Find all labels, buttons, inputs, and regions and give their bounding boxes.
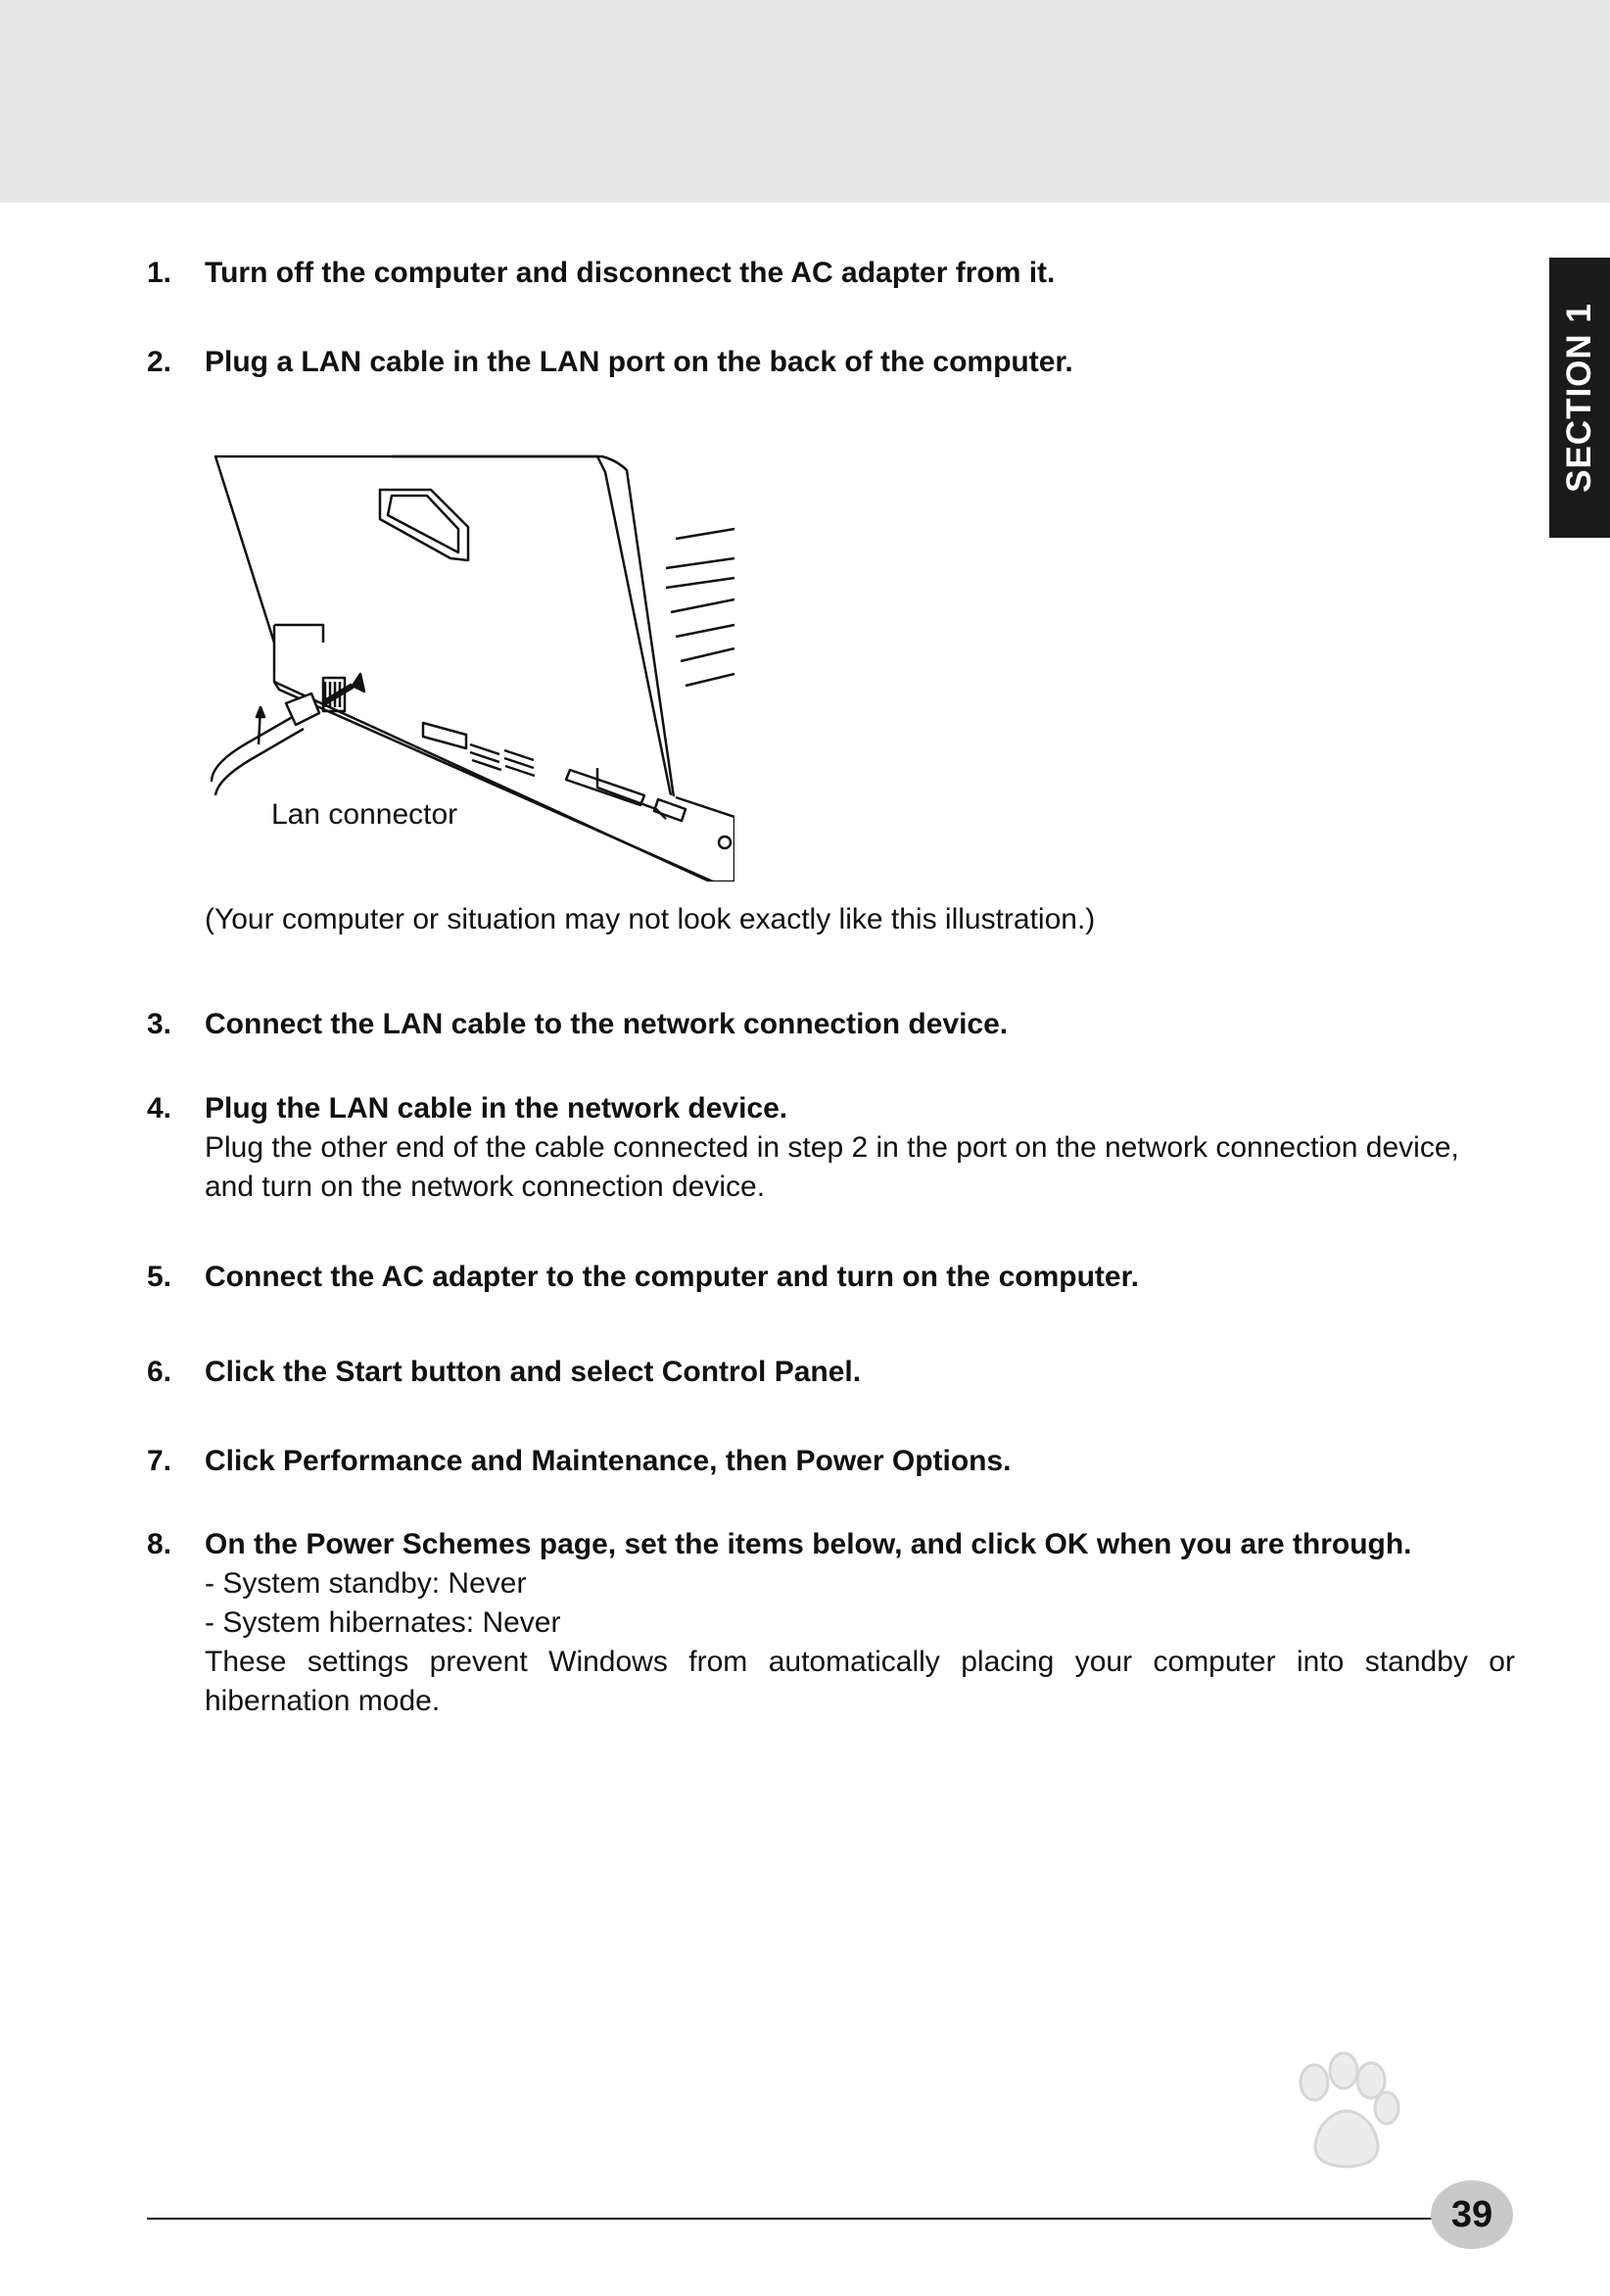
step-number: 7. bbox=[147, 1445, 172, 1477]
step-1 bbox=[147, 254, 1518, 293]
step-7 bbox=[147, 1442, 1518, 1481]
step-title: Connect the AC adapter to the computer and turn on the computer. bbox=[205, 1261, 1139, 1293]
step-6 bbox=[147, 1353, 1518, 1392]
step-title: Turn off the computer and disconnect the AC adapter from it. bbox=[205, 257, 1056, 289]
figure-label: Lan connector bbox=[271, 798, 458, 831]
step-number: 1. bbox=[147, 257, 172, 289]
step-body-line: - System hibernates: Never bbox=[205, 1606, 561, 1639]
laptop-illustration bbox=[206, 451, 734, 882]
step-title: On the Power Schemes page, set the items below, and click OK when you are through. bbox=[205, 1528, 1412, 1560]
step-3 bbox=[147, 1005, 1518, 1044]
figure-caption: (Your computer or situation may not look exactly like this illustration.) bbox=[205, 903, 1096, 935]
footer-rule bbox=[147, 2218, 1440, 2220]
step-title: Plug a LAN cable in the LAN port on the back of the computer. bbox=[205, 346, 1073, 378]
step-title: Plug the LAN cable in the network device. bbox=[205, 1092, 788, 1124]
step-title: Click Performance and Maintenance, then Power Options. bbox=[205, 1445, 1012, 1477]
step-4 bbox=[147, 1089, 1518, 1207]
page-number: 39 bbox=[1431, 2180, 1513, 2249]
step-number: 5. bbox=[147, 1261, 172, 1293]
step-number: 3. bbox=[147, 1008, 172, 1040]
step-body-line: Plug the other end of the cable connected in step 2 in the port on the network connection device, bbox=[205, 1131, 1459, 1164]
step-number: 4. bbox=[147, 1092, 172, 1124]
step-8 bbox=[147, 1525, 1518, 1721]
step-2 bbox=[147, 343, 1518, 382]
step-number: 8. bbox=[147, 1528, 172, 1560]
step-body-paragraph: These settings prevent Windows from automatically placing your computer into standby or hibernation mode. bbox=[205, 1646, 1515, 1717]
step-body-line: - System standby: Never bbox=[205, 1567, 527, 1600]
step-title: Connect the LAN cable to the network connection device. bbox=[205, 1008, 1009, 1040]
section-tab bbox=[1549, 258, 1610, 538]
step-5 bbox=[147, 1258, 1518, 1297]
step-number: 6. bbox=[147, 1356, 172, 1388]
header-band bbox=[0, 0, 1610, 203]
step-number: 2. bbox=[147, 346, 172, 378]
step-body-line: and turn on the network connection device. bbox=[205, 1171, 766, 1203]
step-title: Click the Start button and select Control Panel. bbox=[205, 1356, 862, 1388]
section-tab-label: SECTION 1 bbox=[1560, 303, 1598, 493]
